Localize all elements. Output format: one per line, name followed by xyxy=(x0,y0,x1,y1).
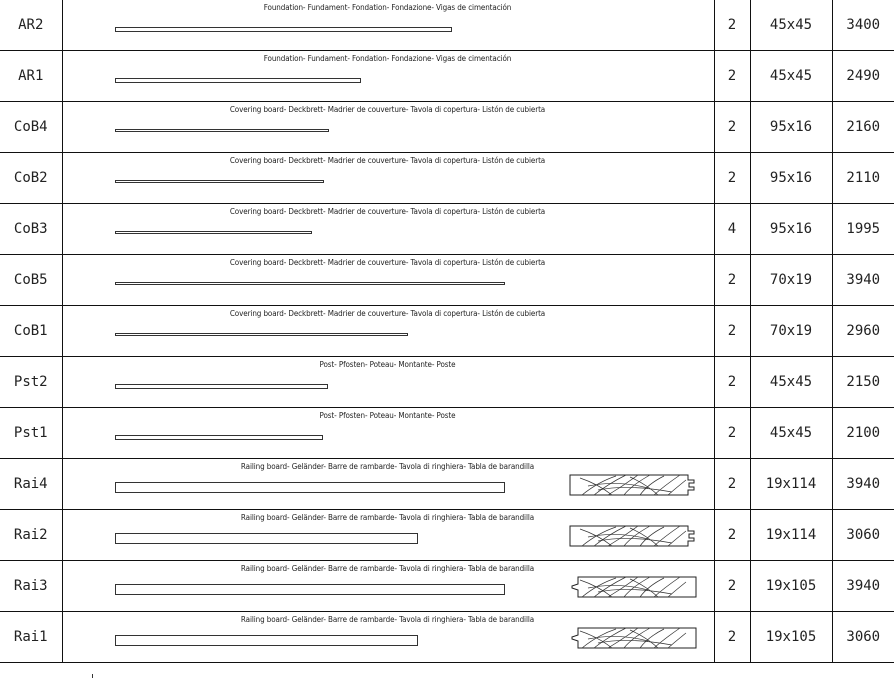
part-length: 2960 xyxy=(832,306,894,357)
part-quantity: 2 xyxy=(714,255,750,306)
part-row xyxy=(0,306,894,357)
part-drawing-cell xyxy=(62,306,714,357)
part-row xyxy=(0,357,894,408)
part-description: Foundation- Fundament- Fondation- Fondazione- Vigas de cimentación xyxy=(263,3,512,12)
part-quantity: 2 xyxy=(714,153,750,204)
part-row xyxy=(0,510,894,561)
part-row xyxy=(0,102,894,153)
part-section: 19x105 xyxy=(750,612,832,663)
part-quantity: 2 xyxy=(714,102,750,153)
part-quantity: 2 xyxy=(714,306,750,357)
part-length-bar xyxy=(115,180,324,183)
part-section: 19x114 xyxy=(750,510,832,561)
part-description: Railing board- Geländer- Barre de rambarde- Tavola di ringhiera- Tabla de barandilla xyxy=(240,564,535,573)
part-description: Railing board- Geländer- Barre de rambarde- Tavola di ringhiera- Tabla de barandilla xyxy=(240,615,535,624)
part-row xyxy=(0,51,894,102)
part-length-bar xyxy=(115,533,418,544)
part-drawing-cell xyxy=(62,408,714,459)
part-drawing-cell xyxy=(62,51,714,102)
part-length: 2100 xyxy=(832,408,894,459)
part-quantity: 2 xyxy=(714,357,750,408)
part-length-bar xyxy=(115,435,323,440)
part-length-bar xyxy=(115,129,329,132)
part-description: Covering board- Deckbrett- Madrier de couverture- Tavola di copertura- Listón de cubierta xyxy=(229,105,546,114)
part-section: 19x114 xyxy=(750,459,832,510)
part-length: 3060 xyxy=(832,612,894,663)
board-cross-section-tongue xyxy=(568,525,700,547)
part-row xyxy=(0,459,894,510)
part-length-bar xyxy=(115,282,505,285)
part-id: AR1 xyxy=(0,51,62,102)
part-row xyxy=(0,153,894,204)
part-description: Covering board- Deckbrett- Madrier de couverture- Tavola di copertura- Listón de cubierta xyxy=(229,156,546,165)
part-section: 45x45 xyxy=(750,0,832,51)
part-row xyxy=(0,255,894,306)
part-section: 70x19 xyxy=(750,306,832,357)
part-description: Post- Pfosten- Poteau- Montante- Poste xyxy=(319,411,456,420)
part-id: CoB2 xyxy=(0,153,62,204)
part-id: CoB4 xyxy=(0,102,62,153)
part-length-bar xyxy=(115,78,361,83)
part-length-bar xyxy=(115,482,505,493)
part-id: CoB1 xyxy=(0,306,62,357)
part-section: 45x45 xyxy=(750,51,832,102)
part-description: Railing board- Geländer- Barre de rambarde- Tavola di ringhiera- Tabla de barandilla xyxy=(240,462,535,471)
table-edge-tick xyxy=(92,674,93,678)
part-length: 1995 xyxy=(832,204,894,255)
part-id: Rai2 xyxy=(0,510,62,561)
part-length-bar xyxy=(115,27,452,32)
part-drawing-cell xyxy=(62,459,714,510)
part-description: Post- Pfosten- Poteau- Montante- Poste xyxy=(319,360,456,369)
part-quantity: 2 xyxy=(714,561,750,612)
part-drawing-cell xyxy=(62,612,714,663)
part-length-bar xyxy=(115,231,312,234)
part-row xyxy=(0,0,894,51)
part-description: Covering board- Deckbrett- Madrier de couverture- Tavola di copertura- Listón de cubierta xyxy=(229,258,546,267)
part-description: Covering board- Deckbrett- Madrier de couverture- Tavola di copertura- Listón de cubierta xyxy=(229,207,546,216)
part-drawing-cell xyxy=(62,561,714,612)
part-section: 70x19 xyxy=(750,255,832,306)
part-length: 3060 xyxy=(832,510,894,561)
part-quantity: 2 xyxy=(714,459,750,510)
part-row xyxy=(0,561,894,612)
part-quantity: 4 xyxy=(714,204,750,255)
part-id: CoB3 xyxy=(0,204,62,255)
part-length: 3940 xyxy=(832,459,894,510)
part-length-bar xyxy=(115,333,408,336)
part-length-bar xyxy=(115,584,505,595)
part-quantity: 2 xyxy=(714,0,750,51)
part-length: 2160 xyxy=(832,102,894,153)
part-quantity: 2 xyxy=(714,612,750,663)
part-id: Rai4 xyxy=(0,459,62,510)
part-length: 3940 xyxy=(832,255,894,306)
part-quantity: 2 xyxy=(714,510,750,561)
part-drawing-cell xyxy=(62,357,714,408)
part-id: Rai3 xyxy=(0,561,62,612)
part-description: Foundation- Fundament- Fondation- Fondazione- Vigas de cimentación xyxy=(263,54,512,63)
part-length: 2150 xyxy=(832,357,894,408)
part-id: Pst1 xyxy=(0,408,62,459)
board-cross-section-groove xyxy=(568,627,700,649)
part-drawing-cell xyxy=(62,0,714,51)
part-id: CoB5 xyxy=(0,255,62,306)
part-length: 2490 xyxy=(832,51,894,102)
part-row xyxy=(0,204,894,255)
part-description: Covering board- Deckbrett- Madrier de couverture- Tavola di copertura- Listón de cubierta xyxy=(229,309,546,318)
part-section: 45x45 xyxy=(750,357,832,408)
part-id: Rai1 xyxy=(0,612,62,663)
part-length-bar xyxy=(115,384,328,389)
part-quantity: 2 xyxy=(714,51,750,102)
part-drawing-cell xyxy=(62,510,714,561)
part-row xyxy=(0,612,894,663)
part-drawing-cell xyxy=(62,255,714,306)
part-length: 3400 xyxy=(832,0,894,51)
part-description: Railing board- Geländer- Barre de rambarde- Tavola di ringhiera- Tabla de barandilla xyxy=(240,513,535,522)
part-id: Pst2 xyxy=(0,357,62,408)
part-row xyxy=(0,408,894,459)
board-cross-section-groove xyxy=(568,576,700,598)
part-length: 2110 xyxy=(832,153,894,204)
board-cross-section-tongue xyxy=(568,474,700,496)
part-id: AR2 xyxy=(0,0,62,51)
part-drawing-cell xyxy=(62,102,714,153)
part-section: 95x16 xyxy=(750,153,832,204)
part-length-bar xyxy=(115,635,418,646)
part-section: 95x16 xyxy=(750,204,832,255)
part-quantity: 2 xyxy=(714,408,750,459)
part-section: 45x45 xyxy=(750,408,832,459)
part-length: 3940 xyxy=(832,561,894,612)
part-section: 19x105 xyxy=(750,561,832,612)
part-drawing-cell xyxy=(62,153,714,204)
part-drawing-cell xyxy=(62,204,714,255)
part-section: 95x16 xyxy=(750,102,832,153)
